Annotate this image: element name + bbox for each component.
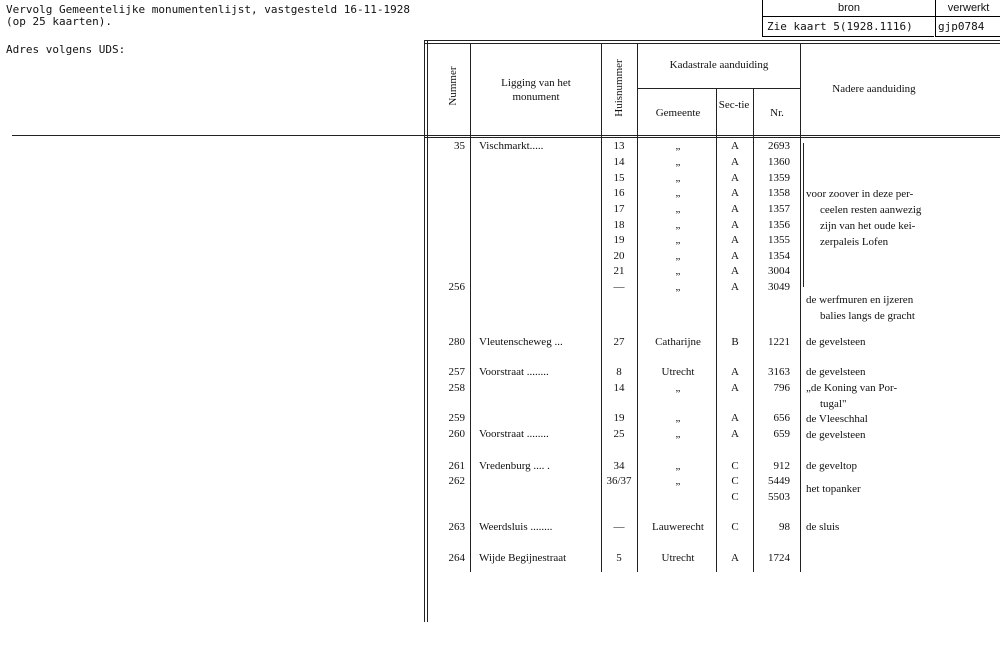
row-ligging: Weerdsluis ........	[479, 521, 553, 533]
row-sectie: A	[731, 552, 739, 564]
row-gemeente: „	[675, 428, 681, 440]
header-nr: Nr.	[770, 107, 784, 119]
row-gemeente: „	[675, 382, 681, 394]
table-left-border-2	[427, 40, 428, 622]
row-gemeente: „	[675, 250, 681, 262]
source-box	[762, 0, 1000, 38]
row-kadaster-nr: 1359	[768, 172, 790, 184]
row-sectie: B	[731, 336, 739, 348]
table-top-border-2	[424, 43, 1000, 44]
header-bottom-border	[424, 135, 1000, 136]
table-left-border	[424, 40, 425, 622]
verwerkt-label: verwerkt	[935, 0, 1000, 17]
row-kadaster-nr: 1355	[768, 234, 790, 246]
row-kadaster-nr: 3004	[768, 265, 790, 277]
header-nummer: Nummer	[447, 66, 459, 106]
row-huisnummer: 5	[616, 552, 622, 564]
row-huisnummer: 8	[616, 366, 622, 378]
row-huisnummer: 34	[613, 460, 625, 472]
row-kadaster-nr: 1357	[768, 203, 790, 215]
row-gemeente: „	[675, 234, 681, 246]
row-sectie: A	[731, 187, 739, 199]
header-huisnummer: Huisnummer	[613, 59, 625, 117]
row-kadaster-nr: 5449	[768, 475, 790, 487]
row-kadaster-nr: 98	[779, 521, 790, 533]
row-huisnummer: —	[613, 521, 625, 533]
row-huisnummer: 16	[613, 187, 625, 199]
adres-label: Adres volgens UDS:	[6, 43, 126, 56]
row-nummer: 257	[448, 366, 465, 378]
row-sectie: C	[731, 460, 739, 472]
row-huisnummer: 20	[613, 250, 625, 262]
row-sectie: A	[731, 156, 739, 168]
note-8	[806, 481, 861, 497]
col-sep-1	[470, 44, 471, 572]
row-huisnummer: 19	[613, 412, 625, 424]
header-ligging: Ligging van het monument	[501, 77, 571, 103]
col-sep-6	[800, 44, 801, 572]
row-ligging: Wijde Begijnestraat	[479, 552, 567, 564]
col-sep-5	[753, 88, 754, 572]
row-gemeente: „	[675, 265, 681, 277]
note-line: de werfmuren en ijzeren	[806, 294, 914, 306]
header-kadastrale: Kadastrale aanduiding	[669, 59, 769, 71]
row-huisnummer: —	[613, 281, 625, 293]
note-2	[806, 292, 915, 324]
row-gemeente: „	[675, 412, 681, 424]
row-sectie: A	[731, 265, 739, 277]
row-sectie: A	[731, 412, 739, 424]
note-3	[806, 334, 866, 350]
row-huisnummer: 14	[613, 382, 625, 394]
header-nadere: Nadere aanduiding	[832, 83, 916, 95]
row-sectie: A	[731, 428, 739, 440]
row-gemeente: „	[675, 460, 681, 472]
row-kadaster-nr: 5503	[768, 491, 790, 503]
header-title-line2: (op 25 kaarten).	[6, 15, 112, 28]
row-nummer: 280	[448, 336, 465, 348]
note-line: de gevelsteen	[806, 429, 866, 441]
row-gemeente: „	[675, 203, 681, 215]
note-line: de Vleeschhal	[806, 413, 868, 425]
note-line: het topanker	[806, 483, 861, 495]
row-gemeente: „	[675, 219, 681, 231]
row-gemeente: „	[675, 172, 681, 184]
note-5	[806, 411, 868, 427]
row-huisnummer: 25	[613, 428, 625, 440]
note-4	[806, 364, 897, 412]
row-kadaster-nr: 2693	[768, 140, 790, 152]
row-gemeente: „	[675, 156, 681, 168]
note-line: de sluis	[806, 521, 840, 533]
row-sectie: A	[731, 366, 739, 378]
row-huisnummer: 13	[613, 140, 625, 152]
row-nummer: 256	[448, 281, 465, 293]
row-gemeente: Utrecht	[661, 366, 695, 378]
note-7	[806, 458, 857, 474]
row-huisnummer: 15	[613, 172, 625, 184]
col-sep-4	[716, 88, 717, 572]
row-kadaster-nr: 1356	[768, 219, 790, 231]
left-separator	[12, 135, 424, 136]
row-huisnummer: 21	[613, 265, 625, 277]
row-nummer: 258	[448, 382, 465, 394]
row-gemeente: „	[675, 187, 681, 199]
row-nummer: 260	[448, 428, 465, 440]
row-huisnummer: 18	[613, 219, 625, 231]
row-sectie: A	[731, 281, 739, 293]
row-sectie: A	[731, 382, 739, 394]
row-huisnummer: 27	[613, 336, 625, 348]
row-huisnummer: 19	[613, 234, 625, 246]
bron-label: bron	[762, 0, 935, 17]
row-ligging: Vleutenscheweg ...	[479, 336, 563, 348]
row-ligging: Vredenburg .... .	[479, 460, 550, 472]
row-kadaster-nr: 1360	[768, 156, 790, 168]
row-kadaster-nr: 1354	[768, 250, 790, 262]
note-line: de geveltop	[806, 460, 858, 472]
row-ligging: Voorstraat ........	[479, 428, 549, 440]
row-sectie: C	[731, 491, 739, 503]
row-huisnummer: 36/37	[606, 475, 632, 487]
row-kadaster-nr: 796	[773, 382, 790, 394]
row-ligging: Voorstraat ........	[479, 366, 549, 378]
row-sectie: A	[731, 219, 739, 231]
row-huisnummer: 17	[613, 203, 625, 215]
row-nummer: 261	[448, 460, 465, 472]
note-9	[806, 519, 839, 535]
verwerkt-value: gjp0784	[935, 17, 1000, 37]
note-line: zijn van het oude kei-	[820, 220, 916, 232]
row-gemeente: Lauwerecht	[652, 521, 704, 533]
header-title-line1: Vervolg Gemeentelijke monumentenlijst, vastgesteld 16-11-1928	[6, 3, 410, 16]
row-kadaster-nr: 3163	[768, 366, 790, 378]
row-sectie: C	[731, 521, 739, 533]
row-ligging: Vischmarkt.....	[479, 140, 544, 152]
row-sectie: A	[731, 140, 739, 152]
row-gemeente: „	[675, 475, 681, 487]
row-sectie: A	[731, 250, 739, 262]
note-line: de gevelsteen	[806, 336, 866, 348]
bron-value: Zie kaart 5(1928.1116)	[762, 17, 934, 37]
header-sectie: Sec-tie	[718, 99, 750, 111]
col-sep-3	[637, 44, 638, 572]
row-gemeente: Catharijne	[655, 336, 701, 348]
row-nummer: 263	[448, 521, 465, 533]
note-line: balies langs de gracht	[820, 310, 915, 322]
row-sectie: C	[731, 475, 739, 487]
row-kadaster-nr: 912	[773, 460, 790, 472]
row-sectie: A	[731, 172, 739, 184]
note-line: zerpaleis Lofen	[820, 236, 889, 248]
row-gemeente: „	[675, 281, 681, 293]
row-kadaster-nr: 1358	[768, 187, 790, 199]
row-nummer: 262	[448, 475, 465, 487]
note-line: de gevelsteen	[806, 366, 866, 378]
row-kadaster-nr: 656	[773, 412, 790, 424]
header-bottom-border-2	[424, 137, 1000, 138]
note-6	[806, 427, 866, 443]
row-huisnummer: 14	[613, 156, 625, 168]
col-sep-2	[601, 44, 602, 572]
row-sectie: A	[731, 234, 739, 246]
row-gemeente: „	[675, 140, 681, 152]
note-1	[806, 186, 921, 250]
row-gemeente: Utrecht	[661, 552, 695, 564]
note-line: tugal"	[820, 398, 847, 410]
kad-sub-border	[637, 88, 800, 89]
row-nummer: 259	[448, 412, 465, 424]
row-nummer: 35	[454, 140, 465, 152]
note-bracket	[803, 143, 804, 287]
note-line: „de Koning van Por-	[806, 382, 898, 394]
row-kadaster-nr: 1221	[768, 336, 790, 348]
row-kadaster-nr: 3049	[768, 281, 790, 293]
note-line: ceelen resten aanwezig	[820, 204, 922, 216]
header-gemeente: Gemeente	[655, 107, 701, 119]
note-line: voor zoover in deze per-	[806, 188, 914, 200]
row-kadaster-nr: 1724	[768, 552, 790, 564]
row-nummer: 264	[448, 552, 465, 564]
table-top-border	[424, 40, 1000, 41]
row-sectie: A	[731, 203, 739, 215]
row-kadaster-nr: 659	[773, 428, 790, 440]
